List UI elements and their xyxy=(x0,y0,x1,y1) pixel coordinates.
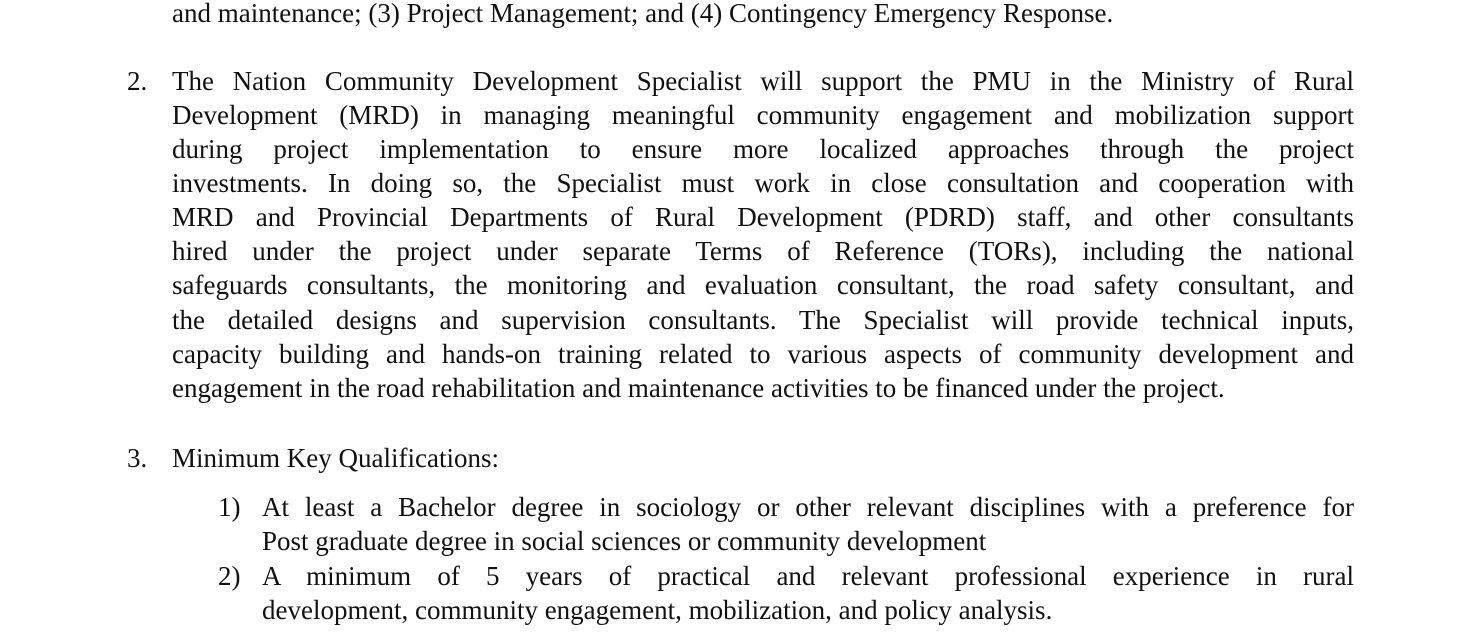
item-2-line: capacity building and hands-on training related to various aspects of community development and xyxy=(172,339,1354,369)
item-2-line: The Nation Community Development Specialist will support the PMU in the Ministry of Rural xyxy=(172,66,1354,96)
item-2-line: investments. In doing so, the Specialist must work in close consultation and cooperation with xyxy=(172,168,1354,198)
subitem-1-number: 1) xyxy=(218,492,241,522)
item-2-line: safeguards consultants, the monitoring and evaluation consultant, the road safety consultant, and xyxy=(172,270,1354,300)
item-2-line: hired under the project under separate Terms of Reference (TORs), including the national xyxy=(172,236,1354,266)
item-2-line: MRD and Provincial Departments of Rural Development (PDRD) staff, and other consultants xyxy=(172,202,1354,232)
item-2-number: 2. xyxy=(127,66,148,96)
item-3-heading: Minimum Key Qualifications: xyxy=(172,443,499,473)
subitem-1-line: At least a Bachelor degree in sociology or other relevant disciplines with a preference for xyxy=(262,492,1354,522)
subitem-2-line: A minimum of 5 years of practical and relevant professional experience in rural xyxy=(262,561,1354,591)
subitem-1-line-last: Post graduate degree in social sciences or community development xyxy=(262,526,987,556)
item-2-line: Development (MRD) in managing meaningful community engagement and mobilization support xyxy=(172,100,1354,130)
subitem-2-number: 2) xyxy=(218,561,241,591)
item-2-line-last: engagement in the road rehabilitation and maintenance activities to be financed under the project. xyxy=(172,373,1225,403)
subitem-2-line-last: development, community engagement, mobilization, and policy analysis. xyxy=(262,595,1053,625)
item-2-line: during project implementation to ensure more localized approaches through the project xyxy=(172,134,1354,164)
item-2-line: the detailed designs and supervision consultants. The Specialist will provide technical inputs, xyxy=(172,305,1354,335)
paragraph-fragment: and maintenance; (3) Project Management; and (4) Contingency Emergency Response. xyxy=(172,0,1114,28)
item-3-number: 3. xyxy=(127,443,148,473)
